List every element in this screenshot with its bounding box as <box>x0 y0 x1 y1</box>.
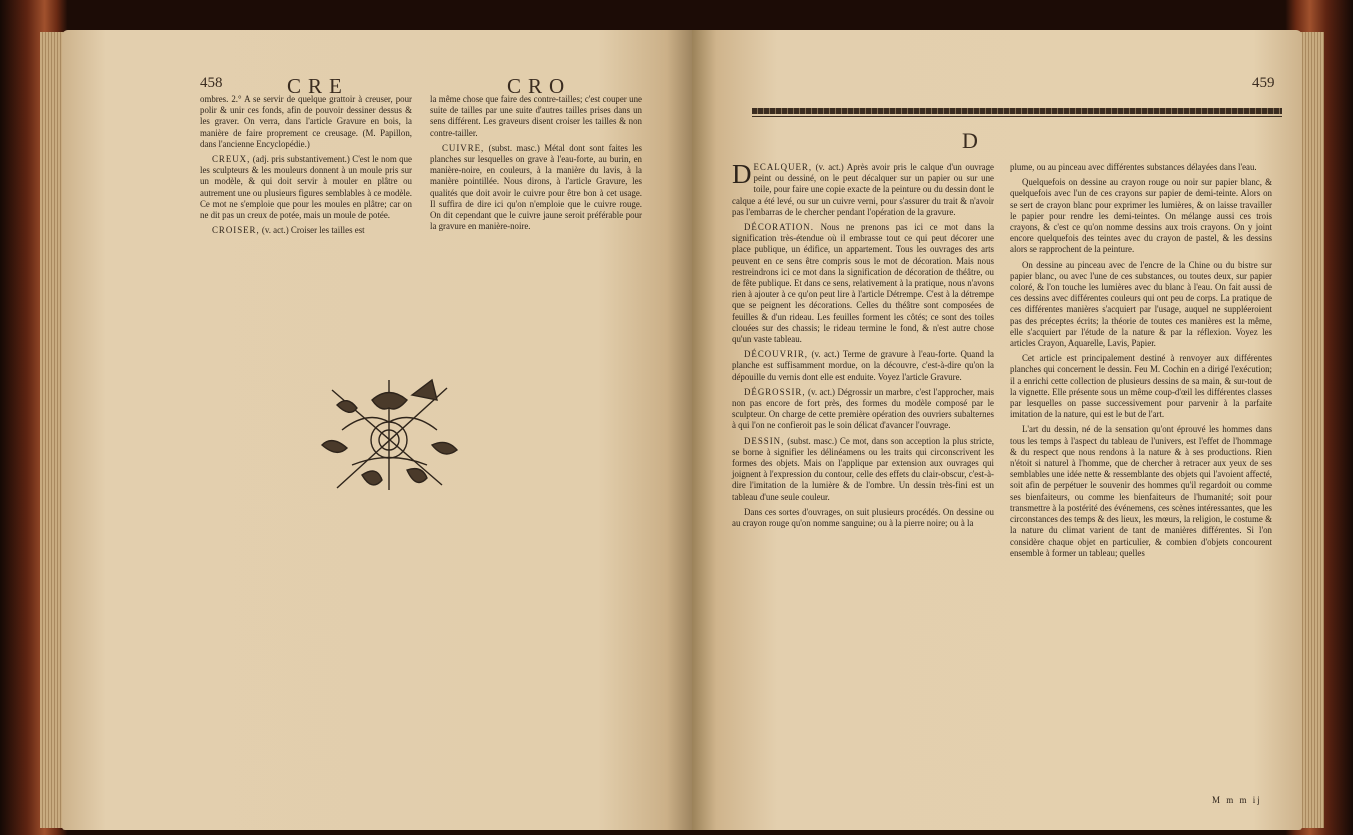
trophy-vignette-icon <box>312 370 467 500</box>
right-column-1 <box>732 159 995 533</box>
entry-decouvrir-body: (v. act.) Terme de gravure à l'eau-forte. Quand la planche est suffisamment mordue, on la découvre, c'est-à-dire qu'on la dépouille du vernis dont elle est enduite. Voyez l'article Gravure. <box>732 349 994 382</box>
entry-degrossir-body: (v. act.) Dégrossir un marbre, c'est l'approcher, mais non pas encore de fort près, des formes du modèle composé par le sculpteur. On charge de cette première opération des ouvriers subalternes à qui l'on ne confieroit pas le soin délicat d'avancer l'ouvrage. <box>732 386 994 431</box>
entry-decoration <box>732 222 994 345</box>
headword-decoration: DÉCORATION. <box>744 222 814 233</box>
left-column-1 <box>200 94 412 240</box>
entry-creux-body: (adj. pris substantivement.) C'est le nom que les sculpteurs & les mouleurs donnent à un moule pris sur un modèle, & qui doit servir à mouler en plâtre ou autrement une ou plusieurs figures semblables à ce modèle. Ce mot ne s'emploie que pour les moules en plâtre; car on ne dit pas un creux de potée, mais un moule de potée. <box>200 154 413 221</box>
ornamental-rule <box>752 108 1282 114</box>
entry-cuivre <box>430 143 642 233</box>
entry-creux <box>200 154 412 221</box>
entry-decoration-body: Nous ne prenons pas ici ce mot dans la signification très-étendue où il embrasse tout ce qui peut décorer une place publique, un édifice, un appartement. Tous les ouvrages des arts peuvent en ce sens être compris sous le mot de décoration. Mais nous restreindrons ici ce mot dans la signification de décoration de théâtre, ou de fête publique. Et dans ce sens, relativement à la pratique, nous n'avons rien à ajouter à ce qu'on peut lire à l'article Détrempe. C'est à la détrempe que se peignent les décorations. Celles du théâtre sont composées de feuilles & d'un rideau. Les feuilles forment les côtés; ce sont des toiles clouées sur des chassis; le rideau termine le fond, & n'est autre chose qu'un vaste tableau. <box>732 222 995 345</box>
left-page <box>62 30 692 830</box>
entry-dessin <box>732 436 994 503</box>
entry-cuivre-body: (subst. masc.) Métal dont sont faites les planches sur lesquelles on grave à l'eau-forte, au burin, en manière-noire, en couleurs, à la manière du lavis, à la manière pointillée. Nous dirons, à l'article Gravure, les qualités que doit avoir le cuivre pour être bon à cet usage. Il suffira de dire ici qu'on n'emploie que le cuivre rouge. On dit cependant que le cuivre jaune seroit préférable pour la gravure en manière-noire. <box>430 142 643 232</box>
left-column-2 <box>430 94 642 236</box>
entry-dessin-body: (subst. masc.) Ce mot, dans son acception la plus stricte, se borne à signifier les délinéamens ou les traits qui circonscrivent les formes des objets. Mais on l'applique par extension aux ouvrages qui joignent à l'expression du contour, celle des effets du clair-obscur, c'est-à-dire l'imitation de la lumière & de l'ombre. Un dessin très-fini est un tableau d'une seule couleur. <box>732 435 995 502</box>
thin-rule <box>752 116 1282 117</box>
headword-degrossir: DÉGROSSIR, <box>744 386 806 397</box>
entry-decouvrir <box>732 349 994 383</box>
headword-decalquer: ECALQUER, <box>753 162 813 172</box>
paragraph-plume: plume, ou au pinceau avec différentes substances délayées dans l'eau. <box>1010 162 1257 172</box>
entry-croiser-body: (v. act.) Croiser les tailles est <box>261 225 365 236</box>
catchword: M m m ij <box>1212 795 1262 805</box>
right-column-2 <box>1010 162 1272 563</box>
entry-croiser <box>200 225 412 236</box>
page-number-left: 458 <box>200 75 223 91</box>
headword-decouvrir: DÉCOUVRIR, <box>744 349 808 360</box>
entry-dessin-cont: Dans ces sortes d'ouvrages, on suit plusieurs procédés. On dessine ou au crayon rouge qu'on nomme sanguine; ou à la pierre noire; ou à la <box>732 506 994 529</box>
entry-decalquer <box>732 159 994 218</box>
headword-dessin: DESSIN, <box>744 435 785 446</box>
running-head-left: CRE <box>287 74 349 98</box>
page-edges-left <box>40 32 64 828</box>
entry-decalquer-body: (v. act.) Après avoir pris le calque d'un ouvrage peint ou dessiné, on le peut décalquer sur un papier ou sur une toile, pour faire une copie exacte de la peinture ou du dessin dont le calque a été levé, ou sur un cuivre verni, pour s'assurer du trait & n'avoir pas l'embarras de le chercher pendant l'opération de la gravure. <box>732 162 994 217</box>
drop-cap: D <box>732 159 752 189</box>
paragraph-crayons: Quelquefois on dessine au crayon rouge ou noir sur papier blanc, & quelquefois avec l'un de ces crayons sur papier de demi-teinte. Alors on se sert de crayon blanc pour exprimer les lumières, & on laisse travailler le papier pour rendre les demi-teintes. On mélange aussi ces trois crayons, & c'est ce qu'on nomme dessins aux trois crayons. On y joint encore quelquefois des teintes avec du crayon de pastel, & les dessins alors se rapprochent de la peinture. <box>1010 177 1272 255</box>
paragraph-pinceau: On dessine au pinceau avec de l'encre de la Chine ou du bistre sur papier blanc, ou avec l'une de ces substances, ou toutes deux, sur papier coloré, & l'on touche les lumières avec du blanc à l'eau. On fait aussi de ces dessins avec différentes couleurs qui ont peu de corps. La pratique de ces différentes manières s'acquiert par l'usage, auquel ne suppléeroient pas des préceptes écrits; la théorie de toutes ces manières est la même, elle s'acquiert par l'étude de la nature & par la réflexion. Voyez les articles Crayon, Aquarelle, Lavis, Papier. <box>1010 259 1272 349</box>
headword-creux: CREUX, <box>212 154 251 165</box>
page-edges-right <box>1300 32 1324 828</box>
paragraph-croiser-cont: la même chose que faire des contre-tailles; c'est couper une suite de tailles par une suite d'autres tailles prises dans un sens différent. Les graveurs disent croiser les tailles & non contre-tailler. <box>430 94 642 138</box>
paragraph-creuser: ombres. 2.° A se servir de quelque grattoir à creuser, pour polir & unir ces fonds, afin de pouvoir dessiner dessus & les graver. On verra, dans l'article Gravure en bois, la manière de faire proprement ce creusage. (M. Papillon, dans l'ancienne Encyclopédie.) <box>200 94 412 149</box>
headword-croiser: CROISER, <box>212 225 260 236</box>
page-number-right: 459 <box>1252 75 1275 91</box>
section-letter: D <box>962 128 978 153</box>
right-page <box>692 30 1302 830</box>
paragraph-art-du-dessin: L'art du dessin, né de la sensation qu'ont éprouvé les hommes dans tous les temps à l'aspect du tableau de l'univers, est l'effet de l'hommage & du respect que nous rendons à la nature & à ses productions. Rien n'étoit si naturel à l'homme, que de chercher à retracer aux yeux de ses semblables une idée nette & ressemblante des objets qui l'avoient affecté, soit afin de perpétuer le souvenir des hommes qu'il regardoit ou comme ses bienfaiteurs, ou comme les bienfaiteurs de l'humanité; soit pour transmettre à la postérité des événemens, ces scènes intéressantes, que les circonstances des temps & des lieux, les mœurs, la religion, le costume & la nature du climat varient de tant de manières différentes. Si l'on considère chaque objet en particulier, & combien d'objets concourent ensemble à former un tableau; quelles <box>1010 424 1272 558</box>
headword-cuivre: CUIVRE, <box>442 142 485 153</box>
paragraph-planches: Cet article est principalement destiné à renvoyer aux différentes planches qui concernent le dessin. Feu M. Cochin en a dirigé l'exécution; il a enrichi cette collection de plusieurs dessins de sa main, & sur-tout de la vignette. Elle présente sous un même coup-d'œil les différentes classes par lesquelles on passe successivement pour parvenir à la parfaite imitation de la nature, qui est le but de l'art. <box>1010 353 1272 420</box>
running-head-right: CRO <box>507 74 572 98</box>
entry-degrossir <box>732 387 994 432</box>
